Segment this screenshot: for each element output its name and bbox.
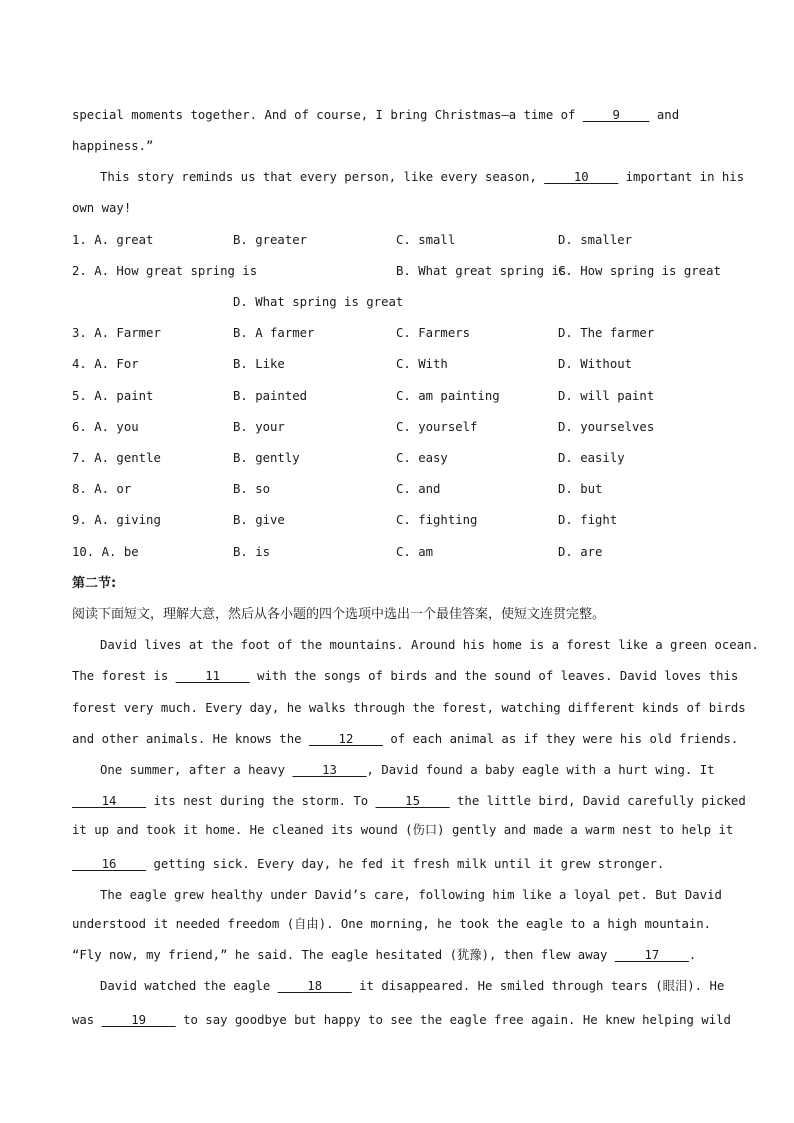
blank-13[interactable]: ____13____: [292, 763, 367, 777]
option-b[interactable]: B. so: [233, 482, 271, 496]
option-a[interactable]: 7. A. gentle: [72, 451, 161, 465]
option-c[interactable]: C. am: [396, 545, 434, 559]
passage-line: special moments together. And of course, I bring Christmas—a time of ____9____ and: [72, 108, 680, 122]
option-b[interactable]: B. Like: [233, 357, 285, 371]
passage-line: was ____19____ to say goodbye but happy to see the eagle free again. He knew helping wild: [72, 1013, 731, 1027]
option-a[interactable]: 8. A. or: [72, 482, 132, 496]
passage-line: The eagle grew healthy under David’s care, following him like a loyal pet. But David: [100, 888, 722, 902]
option-d[interactable]: D. What spring is great: [233, 295, 404, 309]
option-a[interactable]: 2. A. How great spring is: [72, 264, 258, 278]
option-d[interactable]: D. fight: [558, 513, 618, 527]
blank-14[interactable]: ____14____: [72, 794, 147, 808]
option-d[interactable]: D. Without: [558, 357, 633, 371]
passage-line: it up and took it home. He cleaned its wound (伤口) gently and made a warm nest to help it: [72, 823, 734, 837]
option-c[interactable]: C. yourself: [396, 420, 478, 434]
blank-15[interactable]: ____15____: [375, 794, 450, 808]
option-b[interactable]: B. What great spring is: [396, 264, 567, 278]
passage-line: The forest is ____11____ with the songs of birds and the sound of leaves. David loves this: [72, 669, 739, 683]
option-c[interactable]: C. How spring is great: [558, 264, 721, 278]
blank-11[interactable]: ____11____: [175, 669, 250, 683]
passage-line: ____16____ getting sick. Every day, he fed it fresh milk until it grew stronger.: [72, 857, 665, 871]
blank-10[interactable]: ____10____: [544, 170, 619, 184]
passage-line: and other animals. He knows the ____12____ of each animal as if they were his old friends.: [72, 732, 739, 746]
blank-12[interactable]: ____12____: [308, 732, 383, 746]
passage-line: David watched the eagle ____18____ it disappeared. He smiled through tears (眼泪). He: [100, 979, 725, 993]
option-a[interactable]: 10. A. be: [72, 545, 139, 559]
option-c[interactable]: C. Farmers: [396, 326, 471, 340]
passage-line: This story reminds us that every person, like every season, ____10____ important in his: [100, 170, 745, 184]
passage-line: David lives at the foot of the mountains. Around his home is a forest like a green ocean.: [100, 638, 759, 652]
option-d[interactable]: D. are: [558, 545, 603, 559]
option-a[interactable]: 9. A. giving: [72, 513, 161, 527]
option-b[interactable]: B. is: [233, 545, 271, 559]
option-d[interactable]: D. smaller: [558, 233, 633, 247]
passage-line: happiness.”: [72, 139, 154, 153]
option-a[interactable]: 4. A. For: [72, 357, 139, 371]
option-c[interactable]: C. easy: [396, 451, 448, 465]
option-a[interactable]: 1. A. great: [72, 233, 154, 247]
option-d[interactable]: D. The farmer: [558, 326, 655, 340]
option-d[interactable]: D. will paint: [558, 389, 655, 403]
blank-17[interactable]: ____17____: [614, 948, 689, 962]
option-c[interactable]: C. With: [396, 357, 448, 371]
option-a[interactable]: 6. A. you: [72, 420, 139, 434]
option-b[interactable]: B. give: [233, 513, 285, 527]
passage-line: understood it needed freedom (自由). One morning, he took the eagle to a high mountain.: [72, 917, 712, 931]
option-c[interactable]: C. am painting: [396, 389, 500, 403]
passage-line: own way!: [72, 201, 132, 215]
blank-19[interactable]: ____19____: [101, 1013, 176, 1027]
option-b[interactable]: B. A farmer: [233, 326, 315, 340]
option-c[interactable]: C. small: [396, 233, 456, 247]
option-b[interactable]: B. greater: [233, 233, 308, 247]
passage-line: ____14____ its nest during the storm. To ____15____ the little bird, David carefully picked: [72, 794, 746, 808]
option-d[interactable]: D. yourselves: [558, 420, 655, 434]
passage-line: “Fly now, my friend,” he said. The eagle hesitated (犹豫), then flew away ____17____.: [72, 948, 697, 962]
option-d[interactable]: D. but: [558, 482, 603, 496]
option-d[interactable]: D. easily: [558, 451, 625, 465]
option-a[interactable]: 3. A. Farmer: [72, 326, 161, 340]
section-instructions: 阅读下面短文，理解大意，然后从各小题的四个选项中选出一个最佳答案，使短文连贯完整。: [72, 607, 606, 622]
option-a[interactable]: 5. A. paint: [72, 389, 154, 403]
blank-16[interactable]: ____16____: [72, 857, 147, 871]
blank-18[interactable]: ____18____: [277, 979, 352, 993]
passage-line: forest very much. Every day, he walks through the forest, watching different kinds of birds: [72, 701, 746, 715]
option-b[interactable]: B. painted: [233, 389, 308, 403]
option-c[interactable]: C. fighting: [396, 513, 478, 527]
blank-9[interactable]: ____9____: [582, 108, 650, 122]
option-c[interactable]: C. and: [396, 482, 441, 496]
section-heading: 第二节:: [72, 576, 117, 591]
option-b[interactable]: B. your: [233, 420, 285, 434]
passage-line: One summer, after a heavy ____13____, David found a baby eagle with a hurt wing. It: [100, 763, 715, 777]
option-b[interactable]: B. gently: [233, 451, 300, 465]
